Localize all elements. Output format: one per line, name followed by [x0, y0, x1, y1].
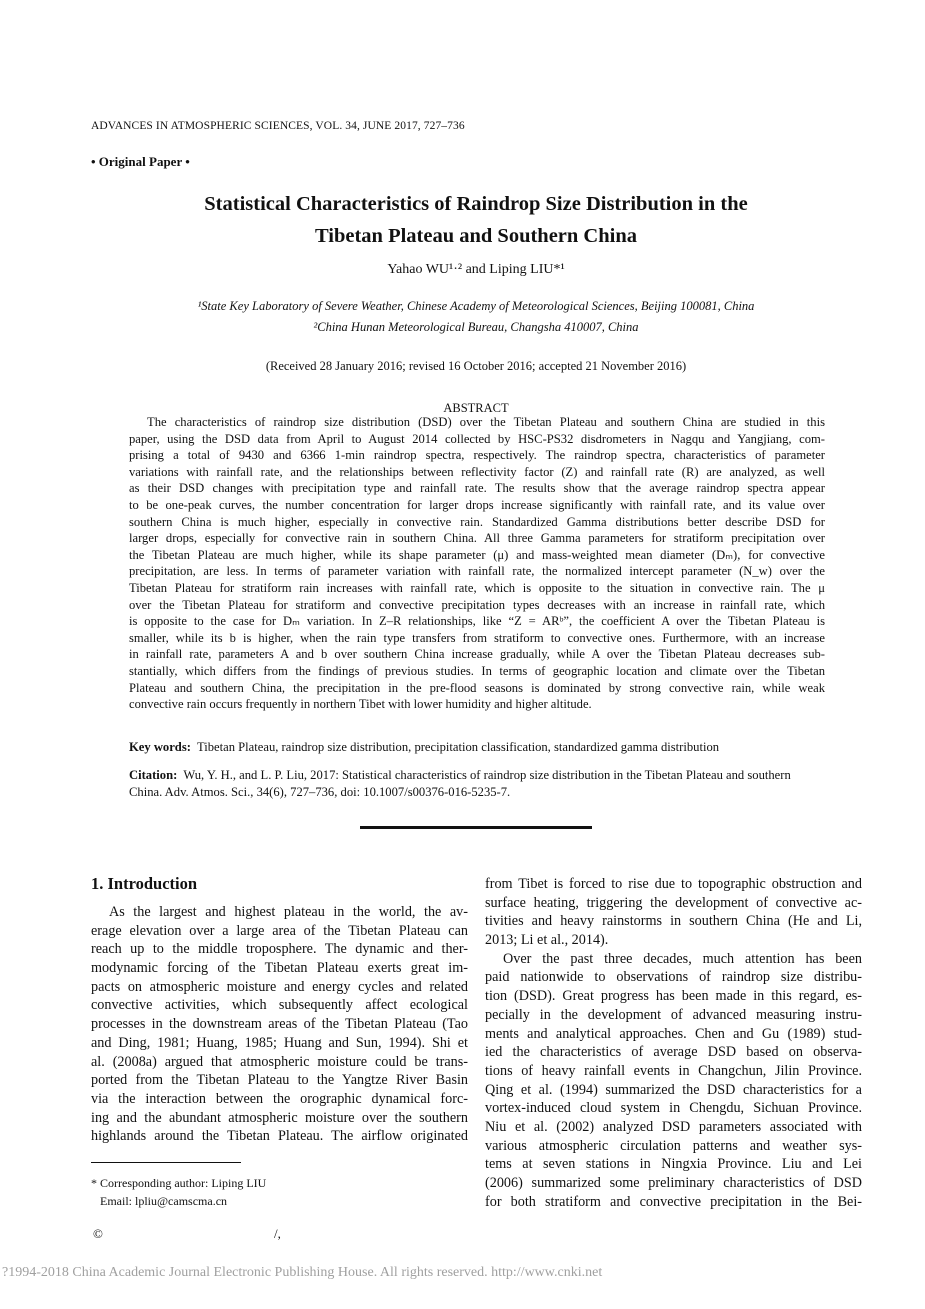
text-line: surface heating, triggering the development of convective ac-	[485, 894, 862, 911]
citation	[129, 767, 825, 801]
footnote-email: Email: lpliu@camscma.cn	[100, 1194, 228, 1208]
footnote	[91, 1174, 266, 1210]
text-line: highlands around the Tibetan Plateau. The airflow originated	[91, 1128, 468, 1145]
text-line: pacts on atmospheric moisture and energy cycles and related	[91, 978, 468, 995]
text-line: precipitation, are less. In terms of parameter variation with rainfall rate, the normalized intercept parameter (N_w) over the	[129, 564, 825, 579]
text-line: is opposite to the case for Dₘ variation. In Z–R relationships, like “Z = ARᵇ”, the coefficient A over the Tibetan Plateau is	[129, 614, 825, 629]
text-line: over the Tibetan Plateau for stratiform and convective precipitation types decreases with an increase in rainfall rate, which	[129, 597, 825, 612]
copyright-symbol: ©	[93, 1226, 103, 1241]
right-column	[485, 875, 862, 1211]
text-line: Niu et al. (2002) analyzed DSD parameters associated with	[485, 1118, 862, 1135]
text-line: the Tibetan Plateau are much higher, while its shape parameter (μ) and mass-weighted mean diameter (Dₘ), for convective	[129, 547, 825, 562]
abstract-heading: ABSTRACT	[443, 401, 509, 415]
keywords-text: Tibetan Plateau, raindrop size distribution, precipitation classification, standardized gamma distribution	[197, 740, 720, 754]
left-column	[91, 903, 468, 1146]
text-line: paid nationwide to observations of raindrop size distribu-	[485, 969, 862, 986]
text-line: modynamic forcing of the Tibetan Plateau exerts great im-	[91, 960, 468, 977]
text-line: prising a total of 9430 and 6366 1-min raindrop spectra, respectively. The raindrop spectra, characteristics of parameter	[129, 448, 825, 463]
section-heading: 1. Introduction	[91, 874, 198, 893]
text-line: Tibetan Plateau for stratiform rain increases with rainfall rate, which is opposite to the situation in convective rain. The μ	[129, 580, 825, 595]
text-line: (2006) summarized some preliminary characteristics of DSD	[485, 1175, 862, 1191]
text-line: tions of heavy rainfall events in Changchun, Jilin Province.	[485, 1062, 862, 1079]
text-line: al. (2008a) argued that atmospheric moisture could be trans-	[91, 1053, 468, 1070]
text-line: as their DSD changes with precipitation type and rainfall rate. The results show that the average raindrop spectra appear	[129, 481, 825, 496]
text-line: smaller, while its b is higher, when the rain type transfers from stratiform to convective ones. Furthermore, with an increase	[129, 630, 825, 645]
text-line: ments and analytical approaches. Chen and Gu (1989) stud-	[485, 1025, 862, 1042]
text-line: processes in the downstream areas of the Tibetan Plateau (Tao	[91, 1016, 468, 1033]
text-line: Qing et al. (1994) summarized the DSD characteristics for a	[485, 1081, 862, 1098]
text-line: from Tibet is forced to rise due to topographic obstruction and	[485, 876, 862, 892]
text-line: tems at seven stations in Ningxia Province. Liu and Lei	[485, 1156, 862, 1173]
paper-type: • Original Paper •	[91, 154, 190, 169]
title-line: Statistical Characteristics of Raindrop Size Distribution in the	[204, 193, 748, 215]
footnote-author: * Corresponding author: Liping LIU	[91, 1176, 267, 1190]
text-line: variations with rainfall rate, and the relationships between reflectivity factor (Z) and rainfall rate (R) are analyzed, as well	[129, 464, 825, 479]
text-line: erage elevation over a large area of the Tibetan Plateau can	[91, 922, 468, 939]
text-line: and Ding, 1981; Huang, 1985; Huang and Sun, 1994). Shi et	[91, 1034, 468, 1051]
text-line: The characteristics of raindrop size distribution (DSD) over the Tibetan Plateau and southern China are studied in this	[147, 415, 825, 429]
text-line: Over the past three decades, much attention has been	[503, 950, 862, 967]
text-line: pecially in the development of advanced measuring instru-	[485, 1006, 862, 1023]
keywords-label: Key words:	[129, 740, 191, 754]
text-line: Plateau and southern China, the precipitation in the pre-flood seasons is dominated by strong convective rain, while weak	[129, 680, 825, 695]
text-line: ied the characteristics of average DSD based on observa-	[485, 1044, 862, 1061]
text-line: tion (DSD). Great progress has been made in this regard, es-	[485, 988, 862, 1005]
text-line: southern China is much higher, especially in convective rain. Standardized Gamma distributions better describe DSD for	[129, 514, 825, 529]
text-line: larger drops, especially for convective rain in southern China. All three Gamma parameters for stratiform precipitation over	[129, 531, 825, 546]
journal-header: ADVANCES IN ATMOSPHERIC SCIENCES, VOL. 34, JUNE 2017, 727–736	[91, 120, 465, 132]
text-line: ing and the abundant atmospheric moisture over the southern	[91, 1109, 468, 1126]
text-line: 2013; Li et al., 2014).	[485, 932, 609, 949]
text-line: stantially, which differs from the findings of previous studies. In terms of geographic location and climate over the Tibetan	[129, 663, 825, 678]
separator-rule	[360, 826, 592, 829]
text-line: convective activities, which subsequently affect ecological	[91, 997, 468, 1014]
text-line: ported from the Tibetan Plateau to the Yangtze River Basin	[91, 1072, 468, 1089]
text-line: convective rain occurs frequently in northern Tibet with lower humidity and higher altitude.	[129, 697, 592, 712]
affiliation-1: ¹State Key Laboratory of Severe Weather, Chinese Academy of Meteorological Sciences, Beijing 100081, China	[197, 299, 755, 313]
text-line: paper, using the DSD data from April to August 2014 collected by HSC-PS32 disdrometers in Nagqu and Yangjiang, com-	[129, 431, 825, 446]
keywords	[129, 740, 825, 755]
authors: Yahao WU¹·² and Liping LIU*¹	[387, 262, 565, 277]
text-line: in rainfall rate, parameters A and b over southern China increase gradually, while A over the Tibetan Plateau decreases sub-	[129, 647, 825, 662]
text-line: vortex-induced cloud system in Chengdu, Sichuan Province.	[485, 1100, 862, 1117]
copyright-slash: /,	[274, 1226, 281, 1241]
title-line: Tibetan Plateau and Southern China	[314, 225, 637, 247]
text-line: tivities and heavy rainstorms in southern China (He and Li,	[485, 913, 862, 930]
text-line: to be one-peak curves, the number concentration for larger drops increase significantly with rainfall rate, and its value over	[129, 497, 825, 512]
footnote-rule	[91, 1162, 241, 1163]
citation-text: Wu, Y. H., and L. P. Liu, 2017: Statistical characteristics of raindrop size distribution in the Tibetan Plateau and southern China. Adv. Atmos. Sci., 34(6), 727–736, doi: 10.1007/s00376-016-5235-7.	[129, 768, 791, 799]
text-line: via the interaction between the orographic dynamical forc-	[91, 1090, 468, 1107]
affiliation-2: ²China Hunan Meteorological Bureau, Changsha 410007, China	[313, 320, 639, 334]
abstract-body	[129, 414, 825, 713]
paper-title	[0, 188, 925, 252]
text-line: reach up to the middle troposphere. The dynamic and ther-	[91, 941, 468, 958]
text-line: various atmospheric circulation patterns and weather sys-	[485, 1137, 862, 1154]
citation-label: Citation:	[129, 768, 178, 782]
received-dates: (Received 28 January 2016; revised 16 October 2016; accepted 21 November 2016)	[265, 359, 687, 373]
text-line: for both stratiform and convective precipitation in the Bei-	[485, 1193, 862, 1210]
text-line: As the largest and highest plateau in the world, the av-	[109, 904, 468, 920]
cnki-footer: ?1994-2018 China Academic Journal Electronic Publishing House. All rights reserved. http://www.cnki.net	[2, 1265, 603, 1280]
